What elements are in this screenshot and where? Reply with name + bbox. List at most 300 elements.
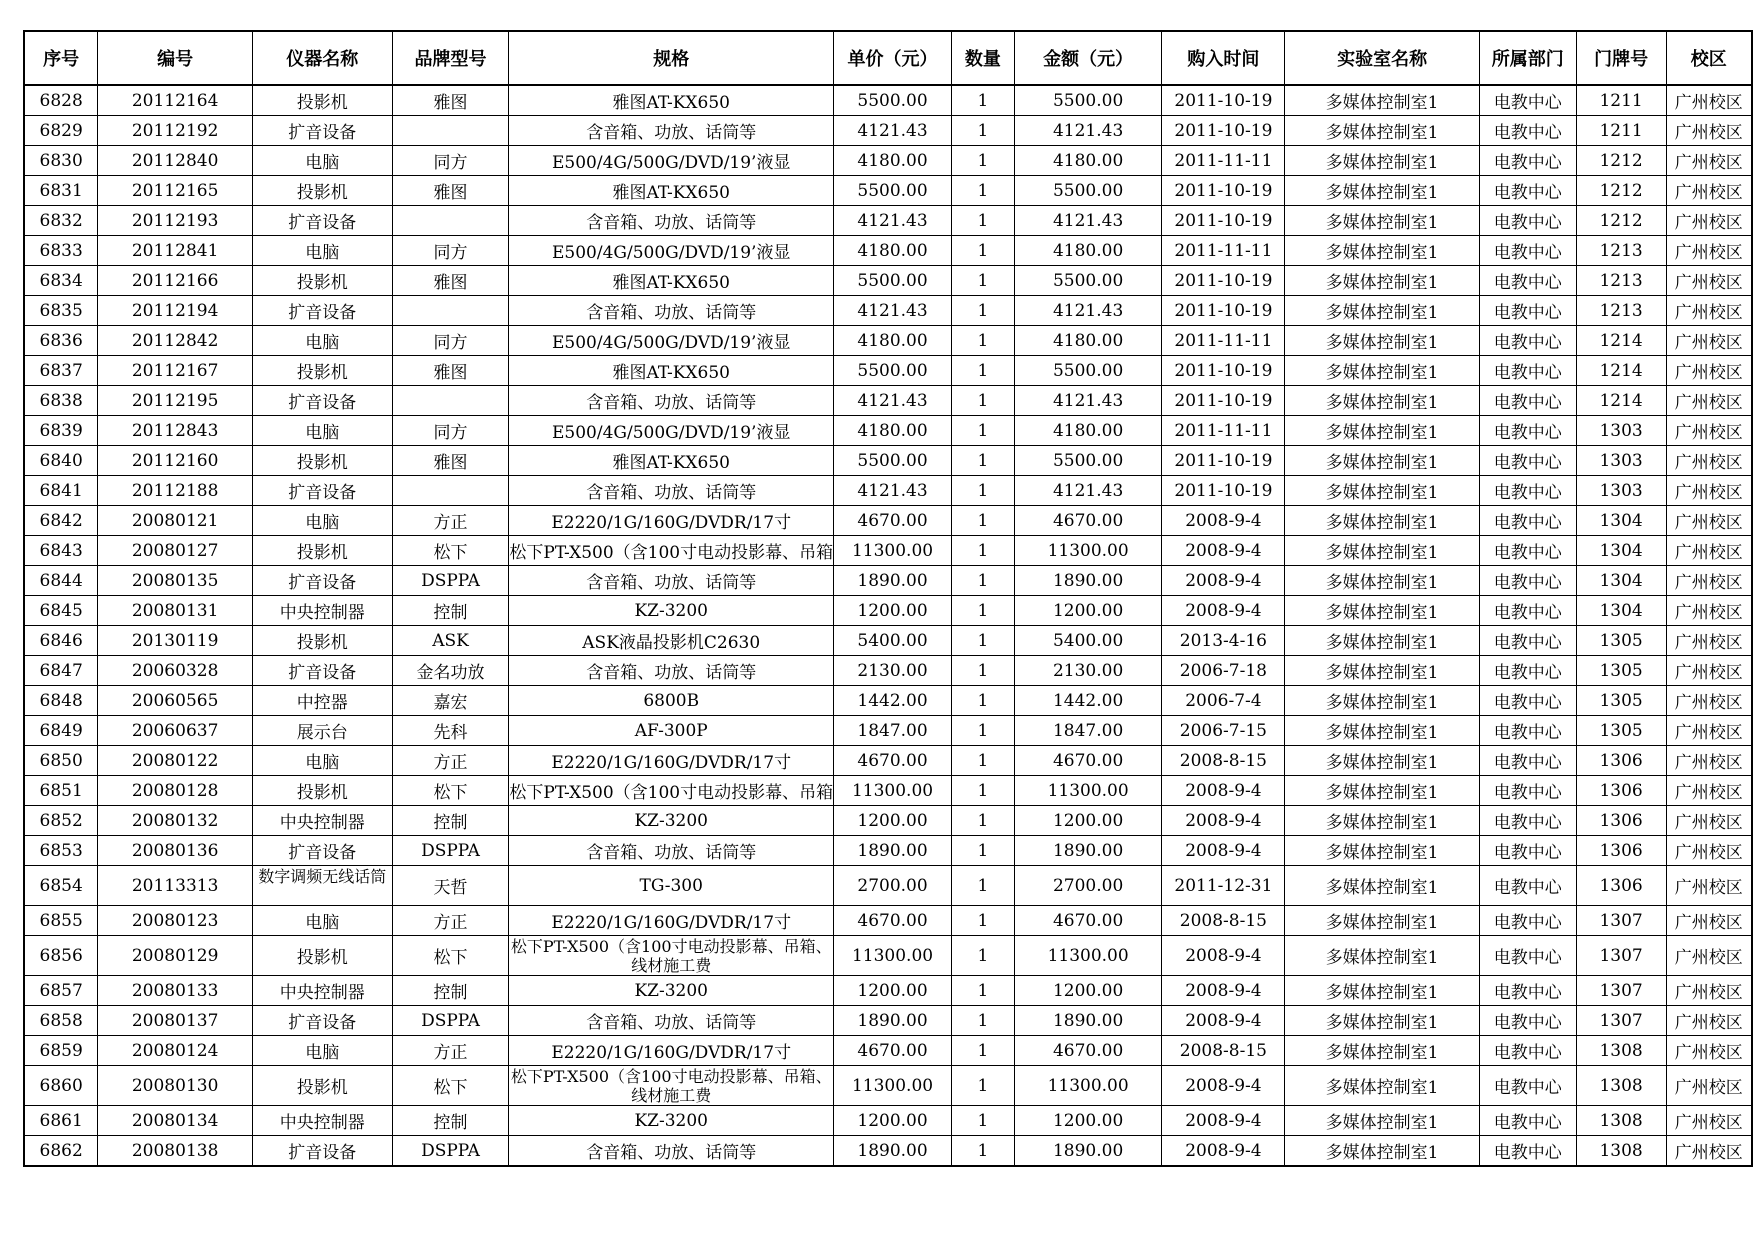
- cell-instrument-name: 投影机: [252, 266, 392, 296]
- cell-quantity: 1: [951, 386, 1014, 416]
- cell-code: 20080135: [98, 566, 253, 596]
- cell-purchase-date: 2011-10-19: [1162, 386, 1285, 416]
- cell-department: 电教中心: [1479, 806, 1576, 836]
- cell-instrument-name: 中央控制器: [252, 596, 392, 626]
- cell-amount: 1442.00: [1014, 686, 1162, 716]
- cell-code: 20080133: [98, 976, 253, 1006]
- table-row: [24, 1066, 1752, 1106]
- cell-quantity: 1: [951, 626, 1014, 656]
- cell-code: 20080134: [98, 1106, 253, 1136]
- cell-department: 电教中心: [1479, 356, 1576, 386]
- cell-quantity: 1: [951, 116, 1014, 146]
- cell-amount: 4180.00: [1014, 326, 1162, 356]
- cell-department: 电教中心: [1479, 326, 1576, 356]
- cell-amount: 4121.43: [1014, 296, 1162, 326]
- cell-purchase-date: 2008-8-15: [1162, 906, 1285, 936]
- header-code: 编号: [98, 31, 253, 85]
- table-header: [24, 31, 1752, 85]
- cell-purchase-date: 2011-10-19: [1162, 206, 1285, 236]
- table-row: [24, 976, 1752, 1006]
- cell-amount: 4670.00: [1014, 906, 1162, 936]
- cell-amount: 1200.00: [1014, 806, 1162, 836]
- table-row: [24, 806, 1752, 836]
- cell-department: 电教中心: [1479, 85, 1576, 116]
- cell-instrument-name: 电脑: [252, 146, 392, 176]
- header-instrument-name: 仪器名称: [252, 31, 392, 85]
- table-row: [24, 1106, 1752, 1136]
- cell-room-number: 1214: [1576, 326, 1666, 356]
- cell-spec: KZ-3200: [509, 596, 834, 626]
- cell-index: 6856: [24, 936, 98, 976]
- cell-code: 20080130: [98, 1066, 253, 1106]
- cell-department: 电教中心: [1479, 1066, 1576, 1106]
- cell-lab-name: 多媒体控制室1: [1285, 806, 1480, 836]
- cell-quantity: 1: [951, 716, 1014, 746]
- cell-quantity: 1: [951, 566, 1014, 596]
- cell-spec: TG-300: [509, 866, 834, 906]
- cell-unit-price: 11300.00: [834, 536, 952, 566]
- cell-unit-price: 4121.43: [834, 296, 952, 326]
- cell-amount: 5500.00: [1014, 446, 1162, 476]
- cell-room-number: 1307: [1576, 906, 1666, 936]
- cell-code: 20113313: [98, 866, 253, 906]
- table-row: [24, 536, 1752, 566]
- cell-campus: 广州校区: [1666, 746, 1752, 776]
- cell-lab-name: 多媒体控制室1: [1285, 1066, 1480, 1106]
- table-row: [24, 686, 1752, 716]
- cell-instrument-name: 投影机: [252, 85, 392, 116]
- cell-amount: 5400.00: [1014, 626, 1162, 656]
- cell-brand-model: 松下: [392, 536, 509, 566]
- cell-unit-price: 1200.00: [834, 976, 952, 1006]
- cell-purchase-date: 2008-9-4: [1162, 976, 1285, 1006]
- header-spec: 规格: [509, 31, 834, 85]
- cell-code: 20112188: [98, 476, 253, 506]
- table-row: [24, 716, 1752, 746]
- cell-spec: 松下PT-X500（含100寸电动投影幕、吊箱: [509, 536, 834, 566]
- table-row: [24, 326, 1752, 356]
- cell-department: 电教中心: [1479, 596, 1576, 626]
- cell-lab-name: 多媒体控制室1: [1285, 746, 1480, 776]
- cell-room-number: 1213: [1576, 296, 1666, 326]
- cell-amount: 1200.00: [1014, 596, 1162, 626]
- cell-department: 电教中心: [1479, 716, 1576, 746]
- cell-lab-name: 多媒体控制室1: [1285, 536, 1480, 566]
- cell-department: 电教中心: [1479, 416, 1576, 446]
- cell-code: 20060565: [98, 686, 253, 716]
- cell-purchase-date: 2008-9-4: [1162, 806, 1285, 836]
- cell-instrument-name: 展示台: [252, 716, 392, 746]
- cell-code: 20112166: [98, 266, 253, 296]
- cell-index: 6853: [24, 836, 98, 866]
- table-row: [24, 416, 1752, 446]
- cell-index: 6837: [24, 356, 98, 386]
- cell-purchase-date: 2008-8-15: [1162, 1036, 1285, 1066]
- cell-purchase-date: 2011-10-19: [1162, 356, 1285, 386]
- cell-unit-price: 4670.00: [834, 1036, 952, 1066]
- cell-instrument-name: 扩音设备: [252, 476, 392, 506]
- cell-campus: 广州校区: [1666, 356, 1752, 386]
- cell-department: 电教中心: [1479, 536, 1576, 566]
- cell-lab-name: 多媒体控制室1: [1285, 656, 1480, 686]
- cell-room-number: 1212: [1576, 146, 1666, 176]
- cell-lab-name: 多媒体控制室1: [1285, 626, 1480, 656]
- cell-spec: KZ-3200: [509, 806, 834, 836]
- cell-purchase-date: 2011-11-11: [1162, 416, 1285, 446]
- cell-instrument-name: 中央控制器: [252, 976, 392, 1006]
- cell-spec: [509, 936, 834, 976]
- cell-amount: 4121.43: [1014, 476, 1162, 506]
- cell-department: 电教中心: [1479, 776, 1576, 806]
- cell-quantity: 1: [951, 806, 1014, 836]
- header-department: 所属部门: [1479, 31, 1576, 85]
- cell-index: 6830: [24, 146, 98, 176]
- cell-room-number: 1303: [1576, 416, 1666, 446]
- cell-purchase-date: 2011-11-11: [1162, 236, 1285, 266]
- cell-purchase-date: 2008-9-4: [1162, 566, 1285, 596]
- cell-brand-model: 方正: [392, 506, 509, 536]
- cell-lab-name: 多媒体控制室1: [1285, 1106, 1480, 1136]
- cell-code: 20112843: [98, 416, 253, 446]
- header-quantity: 数量: [951, 31, 1014, 85]
- cell-amount: 4121.43: [1014, 206, 1162, 236]
- cell-quantity: 1: [951, 326, 1014, 356]
- cell-code: 20080131: [98, 596, 253, 626]
- cell-quantity: 1: [951, 536, 1014, 566]
- cell-index: 6838: [24, 386, 98, 416]
- cell-purchase-date: 2008-9-4: [1162, 1066, 1285, 1106]
- cell-room-number: 1211: [1576, 85, 1666, 116]
- cell-index: 6850: [24, 746, 98, 776]
- cell-lab-name: 多媒体控制室1: [1285, 566, 1480, 596]
- cell-index: 6857: [24, 976, 98, 1006]
- cell-code: 20080122: [98, 746, 253, 776]
- table-row: [24, 446, 1752, 476]
- cell-instrument-name: 扩音设备: [252, 386, 392, 416]
- cell-brand-model: 雅图: [392, 266, 509, 296]
- cell-quantity: 1: [951, 85, 1014, 116]
- cell-department: 电教中心: [1479, 656, 1576, 686]
- cell-index: 6852: [24, 806, 98, 836]
- cell-purchase-date: 2008-9-4: [1162, 1136, 1285, 1167]
- cell-purchase-date: 2011-12-31: [1162, 866, 1285, 906]
- cell-amount: 4180.00: [1014, 416, 1162, 446]
- cell-unit-price: 1200.00: [834, 806, 952, 836]
- cell-unit-price: 1890.00: [834, 566, 952, 596]
- cell-unit-price: 5500.00: [834, 356, 952, 386]
- cell-department: 电教中心: [1479, 626, 1576, 656]
- cell-spec: E2220/1G/160G/DVDR/17寸: [509, 746, 834, 776]
- cell-brand-model: 控制: [392, 1106, 509, 1136]
- cell-code: 20112840: [98, 146, 253, 176]
- cell-lab-name: 多媒体控制室1: [1285, 146, 1480, 176]
- cell-quantity: 1: [951, 296, 1014, 326]
- cell-lab-name: 多媒体控制室1: [1285, 716, 1480, 746]
- cell-lab-name: 多媒体控制室1: [1285, 1136, 1480, 1167]
- cell-campus: 广州校区: [1666, 85, 1752, 116]
- table-row: [24, 836, 1752, 866]
- cell-room-number: 1305: [1576, 626, 1666, 656]
- cell-amount: 4670.00: [1014, 506, 1162, 536]
- cell-brand-model: DSPPA: [392, 836, 509, 866]
- cell-room-number: 1214: [1576, 356, 1666, 386]
- cell-index: 6845: [24, 596, 98, 626]
- header-row: [24, 31, 1752, 85]
- cell-unit-price: 1890.00: [834, 836, 952, 866]
- cell-instrument-name: 扩音设备: [252, 116, 392, 146]
- cell-lab-name: 多媒体控制室1: [1285, 296, 1480, 326]
- cell-lab-name: 多媒体控制室1: [1285, 906, 1480, 936]
- cell-code: 20130119: [98, 626, 253, 656]
- cell-department: 电教中心: [1479, 116, 1576, 146]
- cell-quantity: 1: [951, 446, 1014, 476]
- cell-department: 电教中心: [1479, 566, 1576, 596]
- cell-brand-model: 松下: [392, 776, 509, 806]
- cell-brand-model: 雅图: [392, 176, 509, 206]
- cell-brand-model: 天哲: [392, 866, 509, 906]
- cell-department: 电教中心: [1479, 1136, 1576, 1167]
- cell-quantity: 1: [951, 356, 1014, 386]
- cell-quantity: 1: [951, 236, 1014, 266]
- cell-brand-model: 控制: [392, 976, 509, 1006]
- cell-amount: 1890.00: [1014, 566, 1162, 596]
- cell-department: 电教中心: [1479, 296, 1576, 326]
- cell-unit-price: 5500.00: [834, 266, 952, 296]
- table-row: [24, 936, 1752, 976]
- cell-lab-name: 多媒体控制室1: [1285, 416, 1480, 446]
- cell-instrument-name: 扩音设备: [252, 566, 392, 596]
- cell-purchase-date: 2011-10-19: [1162, 266, 1285, 296]
- cell-brand-model: 控制: [392, 806, 509, 836]
- cell-unit-price: 1200.00: [834, 596, 952, 626]
- cell-lab-name: 多媒体控制室1: [1285, 776, 1480, 806]
- table-row: [24, 356, 1752, 386]
- cell-brand-model: [392, 476, 509, 506]
- cell-campus: 广州校区: [1666, 536, 1752, 566]
- cell-quantity: 1: [951, 686, 1014, 716]
- cell-brand-model: [392, 386, 509, 416]
- cell-brand-model: DSPPA: [392, 1136, 509, 1167]
- cell-instrument-name: 投影机: [252, 1066, 392, 1106]
- cell-room-number: 1307: [1576, 1006, 1666, 1036]
- cell-campus: 广州校区: [1666, 1066, 1752, 1106]
- cell-quantity: 1: [951, 506, 1014, 536]
- cell-lab-name: 多媒体控制室1: [1285, 506, 1480, 536]
- cell-spec: E500/4G/500G/DVD/19’液显: [509, 416, 834, 446]
- cell-instrument-name: 电脑: [252, 746, 392, 776]
- cell-instrument-name: 电脑: [252, 326, 392, 356]
- cell-campus: 广州校区: [1666, 1136, 1752, 1167]
- table-row: [24, 236, 1752, 266]
- table-row: [24, 566, 1752, 596]
- cell-campus: 广州校区: [1666, 446, 1752, 476]
- cell-amount: 11300.00: [1014, 1066, 1162, 1106]
- cell-purchase-date: 2011-10-19: [1162, 176, 1285, 206]
- cell-spec: E500/4G/500G/DVD/19’液显: [509, 236, 834, 266]
- cell-code: 20112167: [98, 356, 253, 386]
- cell-amount: 1890.00: [1014, 1136, 1162, 1167]
- cell-index: 6851: [24, 776, 98, 806]
- cell-brand-model: [392, 206, 509, 236]
- cell-code: 20080123: [98, 906, 253, 936]
- cell-amount: 4121.43: [1014, 386, 1162, 416]
- cell-department: 电教中心: [1479, 976, 1576, 1006]
- cell-amount: 1200.00: [1014, 976, 1162, 1006]
- cell-amount: 11300.00: [1014, 536, 1162, 566]
- cell-brand-model: 雅图: [392, 356, 509, 386]
- cell-unit-price: 1442.00: [834, 686, 952, 716]
- cell-department: 电教中心: [1479, 1036, 1576, 1066]
- cell-purchase-date: 2011-11-11: [1162, 326, 1285, 356]
- cell-department: 电教中心: [1479, 146, 1576, 176]
- cell-spec: 含音箱、功放、话筒等: [509, 566, 834, 596]
- cell-lab-name: 多媒体控制室1: [1285, 446, 1480, 476]
- cell-unit-price: 1847.00: [834, 716, 952, 746]
- table-row: [24, 386, 1752, 416]
- cell-amount: 5500.00: [1014, 176, 1162, 206]
- cell-brand-model: 金名功放: [392, 656, 509, 686]
- cell-unit-price: 4121.43: [834, 206, 952, 236]
- cell-lab-name: 多媒体控制室1: [1285, 356, 1480, 386]
- cell-purchase-date: 2008-9-4: [1162, 506, 1285, 536]
- cell-purchase-date: 2006-7-18: [1162, 656, 1285, 686]
- table-row: [24, 596, 1752, 626]
- table-row: [24, 146, 1752, 176]
- cell-amount: 4670.00: [1014, 746, 1162, 776]
- cell-unit-price: 11300.00: [834, 936, 952, 976]
- cell-room-number: 1304: [1576, 536, 1666, 566]
- cell-campus: 广州校区: [1666, 386, 1752, 416]
- cell-room-number: 1214: [1576, 386, 1666, 416]
- cell-spec: 雅图AT-KX650: [509, 176, 834, 206]
- cell-amount: 2130.00: [1014, 656, 1162, 686]
- cell-quantity: 1: [951, 176, 1014, 206]
- cell-index: 6855: [24, 906, 98, 936]
- cell-campus: 广州校区: [1666, 206, 1752, 236]
- cell-unit-price: 2700.00: [834, 866, 952, 906]
- cell-code: 20112194: [98, 296, 253, 326]
- cell-unit-price: 11300.00: [834, 1066, 952, 1106]
- cell-quantity: 1: [951, 656, 1014, 686]
- cell-room-number: 1308: [1576, 1066, 1666, 1106]
- cell-department: 电教中心: [1479, 906, 1576, 936]
- cell-index: 6842: [24, 506, 98, 536]
- cell-lab-name: 多媒体控制室1: [1285, 206, 1480, 236]
- cell-instrument-name: 电脑: [252, 236, 392, 266]
- cell-quantity: 1: [951, 1006, 1014, 1036]
- cell-campus: 广州校区: [1666, 1106, 1752, 1136]
- table-row: [24, 176, 1752, 206]
- table-row: [24, 626, 1752, 656]
- header-purchase-date: 购入时间: [1162, 31, 1285, 85]
- cell-amount: 11300.00: [1014, 936, 1162, 976]
- cell-amount: 1847.00: [1014, 716, 1162, 746]
- cell-spec: 含音箱、功放、话筒等: [509, 476, 834, 506]
- cell-spec: 含音箱、功放、话筒等: [509, 116, 834, 146]
- cell-campus: 广州校区: [1666, 506, 1752, 536]
- cell-quantity: 1: [951, 1066, 1014, 1106]
- cell-department: 电教中心: [1479, 266, 1576, 296]
- cell-campus: 广州校区: [1666, 266, 1752, 296]
- cell-lab-name: 多媒体控制室1: [1285, 236, 1480, 266]
- cell-amount: 1890.00: [1014, 836, 1162, 866]
- cell-campus: 广州校区: [1666, 976, 1752, 1006]
- cell-index: 6848: [24, 686, 98, 716]
- cell-quantity: 1: [951, 1106, 1014, 1136]
- cell-room-number: 1303: [1576, 446, 1666, 476]
- cell-department: 电教中心: [1479, 1006, 1576, 1036]
- cell-index: 6854: [24, 866, 98, 906]
- cell-unit-price: 1890.00: [834, 1136, 952, 1167]
- cell-quantity: 1: [951, 266, 1014, 296]
- table-row: [24, 656, 1752, 686]
- cell-index: 6835: [24, 296, 98, 326]
- header-brand-model: 品牌型号: [392, 31, 509, 85]
- cell-room-number: 1212: [1576, 176, 1666, 206]
- table-row: [24, 116, 1752, 146]
- cell-campus: 广州校区: [1666, 116, 1752, 146]
- cell-department: 电教中心: [1479, 866, 1576, 906]
- header-lab-name: 实验室名称: [1285, 31, 1480, 85]
- cell-brand-model: 松下: [392, 1066, 509, 1106]
- cell-brand-model: 同方: [392, 146, 509, 176]
- cell-unit-price: 2130.00: [834, 656, 952, 686]
- cell-index: 6831: [24, 176, 98, 206]
- cell-code: 20112842: [98, 326, 253, 356]
- cell-purchase-date: 2008-9-4: [1162, 836, 1285, 866]
- cell-room-number: 1306: [1576, 746, 1666, 776]
- cell-unit-price: 4670.00: [834, 746, 952, 776]
- cell-index: 6833: [24, 236, 98, 266]
- cell-campus: 广州校区: [1666, 906, 1752, 936]
- cell-instrument-name: 扩音设备: [252, 656, 392, 686]
- cell-room-number: 1305: [1576, 656, 1666, 686]
- cell-brand-model: 同方: [392, 236, 509, 266]
- cell-purchase-date: 2011-10-19: [1162, 476, 1285, 506]
- cell-department: 电教中心: [1479, 236, 1576, 266]
- cell-instrument-name: 电脑: [252, 416, 392, 446]
- cell-spec: 雅图AT-KX650: [509, 85, 834, 116]
- cell-lab-name: 多媒体控制室1: [1285, 936, 1480, 976]
- cell-quantity: 1: [951, 206, 1014, 236]
- cell-spec: 含音箱、功放、话筒等: [509, 296, 834, 326]
- cell-text: 数字调频无线话筒: [258, 867, 387, 886]
- cell-instrument-name: 中央控制器: [252, 806, 392, 836]
- cell-lab-name: 多媒体控制室1: [1285, 85, 1480, 116]
- cell-room-number: 1304: [1576, 506, 1666, 536]
- cell-unit-price: 5500.00: [834, 446, 952, 476]
- cell-instrument-name: 扩音设备: [252, 296, 392, 326]
- cell-instrument-name: 投影机: [252, 356, 392, 386]
- cell-campus: 广州校区: [1666, 146, 1752, 176]
- table-row: [24, 776, 1752, 806]
- cell-code: 20080129: [98, 936, 253, 976]
- cell-index: 6836: [24, 326, 98, 356]
- header-index: 序号: [24, 31, 98, 85]
- cell-spec: [509, 1066, 834, 1106]
- header-amount: 金额（元）: [1014, 31, 1162, 85]
- cell-campus: 广州校区: [1666, 326, 1752, 356]
- cell-index: 6844: [24, 566, 98, 596]
- cell-purchase-date: 2011-11-11: [1162, 146, 1285, 176]
- cell-unit-price: 4670.00: [834, 506, 952, 536]
- cell-room-number: 1306: [1576, 836, 1666, 866]
- cell-lab-name: 多媒体控制室1: [1285, 686, 1480, 716]
- cell-spec: 雅图AT-KX650: [509, 356, 834, 386]
- cell-instrument-name: 电脑: [252, 1036, 392, 1066]
- cell-lab-name: 多媒体控制室1: [1285, 1006, 1480, 1036]
- cell-room-number: 1307: [1576, 936, 1666, 976]
